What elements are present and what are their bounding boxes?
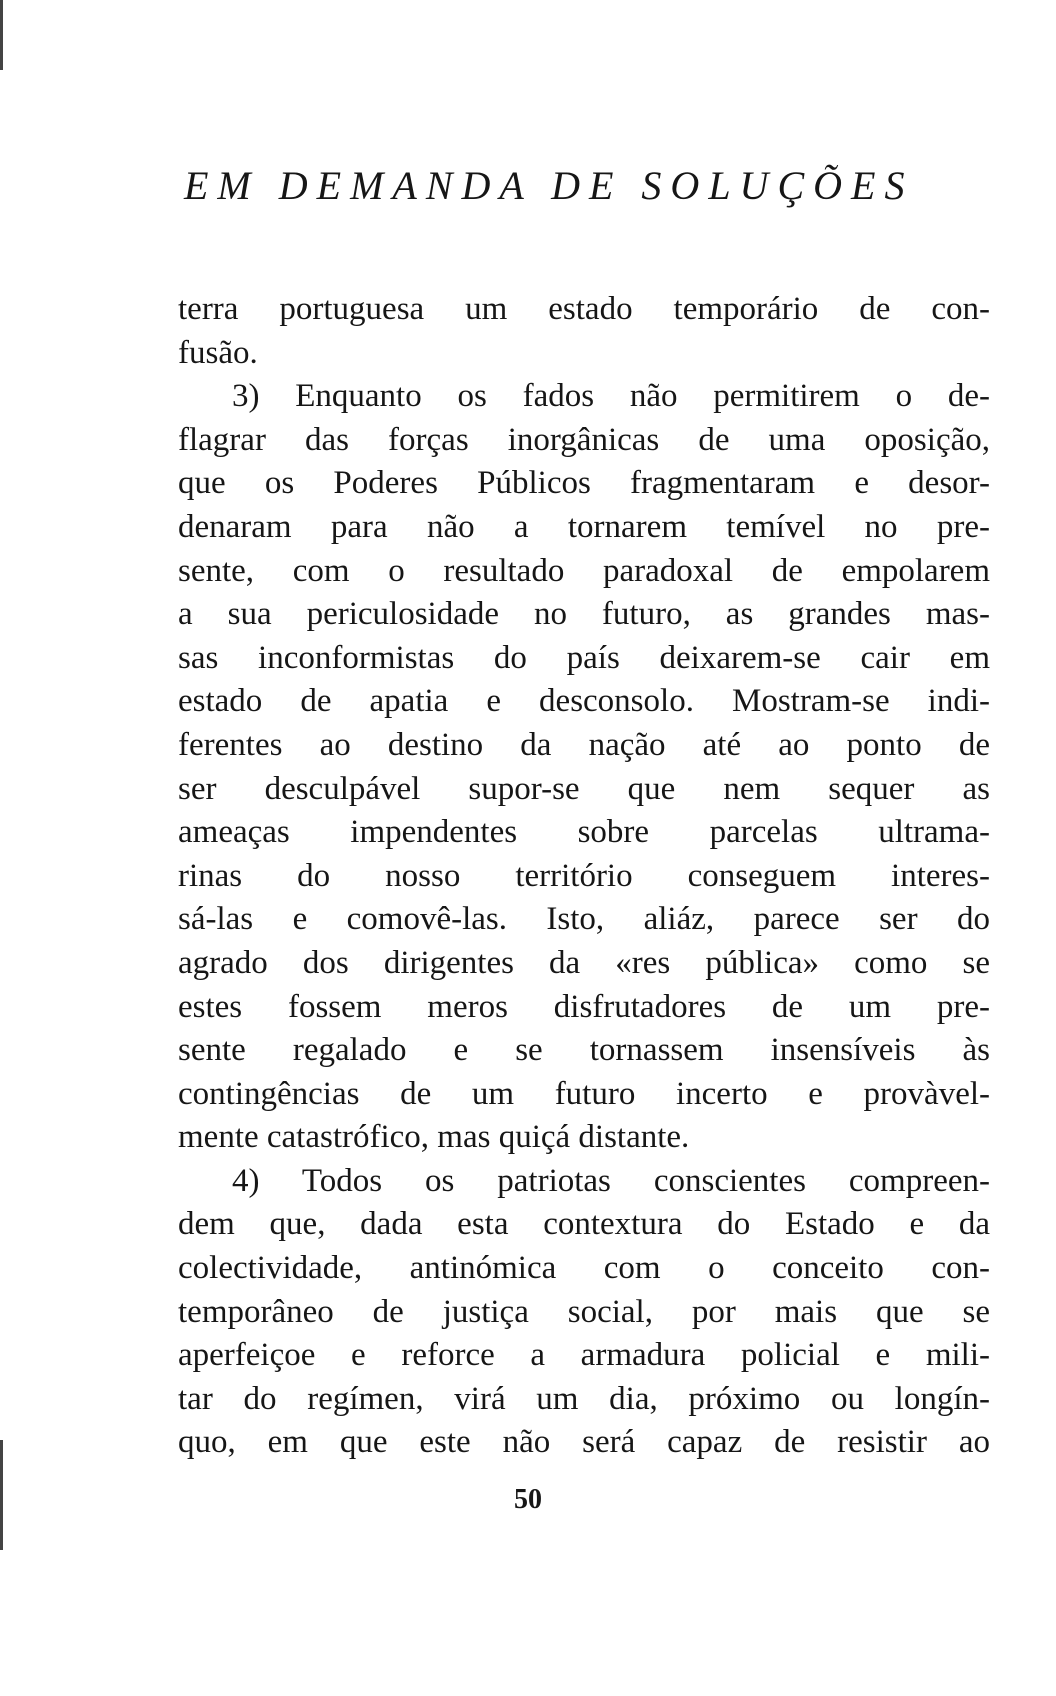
text-line: mente catastrófico, mas quiçá distante.: [178, 1119, 690, 1156]
text-line: contingências de um futuro incerto e provàvel-: [178, 1075, 990, 1112]
text-line: rinas do nosso território conseguem interes-: [178, 857, 990, 894]
text-line: tar do regímen, virá um dia, próximo ou longín-: [178, 1380, 990, 1417]
text-line: estado de apatia e desconsolo. Mostram-se indi-: [178, 683, 990, 720]
running-head: EM DEMANDA DE SOLUÇÕES: [184, 163, 914, 208]
scan-edge-mark-top: [0, 0, 3, 70]
text-line: fusão.: [178, 334, 258, 371]
text-line: ferentes ao destino da nação até ao ponto de: [178, 726, 990, 763]
text-line: terra portuguesa um estado temporário de con-: [178, 291, 990, 327]
text-line: 4) Todos os patriotas conscientes compreen-: [232, 1162, 990, 1199]
text-line: sente, com o resultado paradoxal de empolarem: [178, 552, 990, 589]
text-line: temporâneo de justiça social, por mais que se: [178, 1293, 990, 1330]
text-line: ser desculpável supor-se que nem sequer as: [178, 770, 990, 807]
text-line: sá-las e comovê-las. Isto, aliáz, parece ser do: [178, 901, 990, 938]
text-line: agrado dos dirigentes da «res pública» como se: [178, 944, 990, 981]
text-line: estes fossem meros disfrutadores de um pre-: [178, 988, 990, 1025]
page-number: 50: [514, 1484, 542, 1515]
text-line: 3) Enquanto os fados não permitirem o de-: [232, 378, 990, 415]
text-line: sente regalado e se tornassem insensíveis às: [178, 1032, 990, 1069]
text-line: aperfeiçoe e reforce a armadura policial e mili-: [178, 1337, 990, 1374]
text-line: que os Poderes Públicos fragmentaram e desor-: [178, 465, 990, 502]
text-line: dem que, dada esta contextura do Estado e da: [178, 1206, 990, 1243]
text-line: quo, em que este não será capaz de resistir ao: [178, 1424, 990, 1461]
text-line: a sua periculosidade no futuro, as grandes mas-: [178, 596, 990, 633]
text-line: ameaças impendentes sobre parcelas ultrama-: [178, 814, 990, 851]
text-line: denaram para não a tornarem temível no pre-: [178, 508, 990, 545]
text-line: flagrar das forças inorgânicas de uma oposição,: [178, 421, 990, 458]
text-line: colectividade, antinómica com o conceito con-: [178, 1250, 990, 1287]
text-line: sas inconformistas do país deixarem-se cair em: [178, 639, 990, 676]
body-text: [178, 288, 990, 1465]
